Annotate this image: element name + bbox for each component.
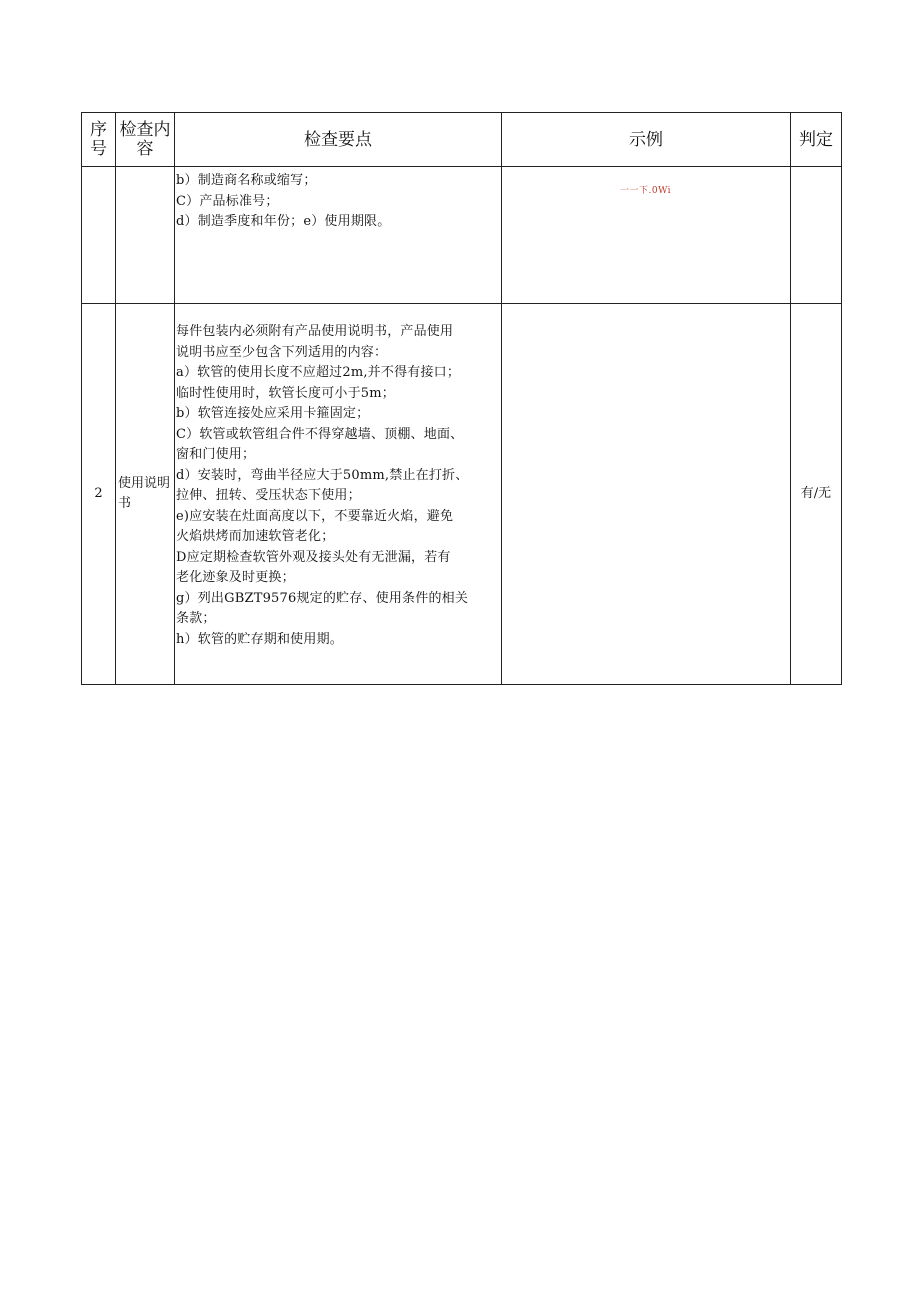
row-example <box>502 304 791 685</box>
row-item <box>116 167 175 304</box>
table-row <box>82 304 842 685</box>
points-line: g）列出GBZT9576规定的贮存、使用条件的相关 <box>176 590 469 606</box>
header-verdict: 判定 <box>791 113 842 167</box>
points-line: 老化迹象及时更换； <box>176 570 295 585</box>
points-line: d）制造季度和年份；e）使用期限。 <box>176 214 391 229</box>
row-example <box>502 167 791 304</box>
header-item: 检查内容 <box>116 113 175 167</box>
row-seq <box>82 167 116 304</box>
points-line: b）制造商名称或缩写； <box>176 173 317 188</box>
points-line: 条款； <box>176 611 216 626</box>
points-line: C）产品标准号； <box>176 193 279 209</box>
table-body <box>82 167 842 685</box>
points-line: b）软管连接处应采用卡箍固定； <box>176 406 370 421</box>
points-line: 每件包装内必须附有产品使用说明书，产品使用 <box>176 324 454 339</box>
points-line: e)应安装在灶面高度以下，不要靠近火焰，避免 <box>176 508 454 524</box>
points-line: D应定期检查软管外观及接头处有无泄漏，若有 <box>176 549 451 565</box>
row-seq: 2 <box>82 304 116 685</box>
header-seq: 序号 <box>82 113 116 167</box>
row-verdict <box>791 167 842 304</box>
table-header <box>82 113 842 167</box>
points-line: 临时性使用时，软管长度可小于5m； <box>176 385 395 401</box>
row-verdict: 有/无 <box>791 304 842 685</box>
example-snippet: 一一下.0Wi <box>620 186 672 196</box>
points-line: 火焰烘烤而加速软管老化； <box>176 529 335 544</box>
points-line: h）软管的贮存期和使用期。 <box>176 631 343 647</box>
row-points <box>175 167 502 304</box>
points-line: a）软管的使用长度不应超过2m,并不得有接口； <box>176 365 461 380</box>
inspection-table <box>81 112 842 685</box>
header-points: 检查要点 <box>175 113 502 167</box>
points-line: C）软管或软管组合件不得穿越墙、顶棚、地面、 <box>176 426 464 442</box>
row-points <box>175 304 502 685</box>
points-line: d）安装时，弯曲半径应大于50mm,禁止在打折、 <box>176 467 469 483</box>
points-line: 窗和门使用； <box>176 447 256 462</box>
row-item: 使用说明书 <box>116 304 175 685</box>
points-line: 说明书应至少包含下列适用的内容： <box>176 344 388 360</box>
table-row <box>82 167 842 304</box>
points-line: 拉伸、扭转、受压状态下使用； <box>176 488 361 503</box>
header-example: 示例 <box>502 113 791 167</box>
header-row <box>82 113 842 167</box>
